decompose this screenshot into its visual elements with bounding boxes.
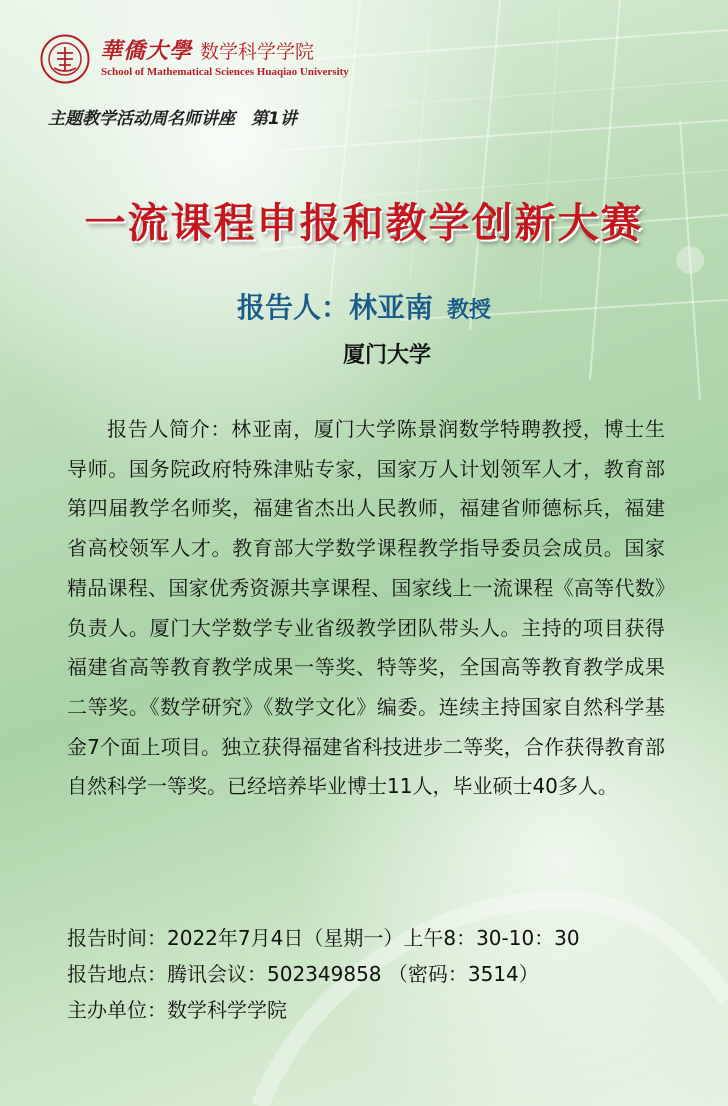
speaker-rank: 教授 xyxy=(447,298,492,323)
place-label: 报告地点： xyxy=(67,962,167,986)
university-seal-icon xyxy=(40,34,90,84)
speaker-bio: 报告人简介：林亚南，厦门大学陈景润数学特聘教授，博士生导师。国务院政府特殊津贴专家，国家万人计划领军人才，教育部第四届教学名师奖，福建省杰出人民教师，福建省师德标兵，福建省高校领军人才。教育部大学数学课程教学指导委员会成员。国家精品课程、国家优秀资源共享课程、国家线上一流课程《高等代数》负责人。厦门大学数学专业省级教学团队带头人。主持的项目获得福建省高等教育教学成果一等奖、特等奖，全国高等教育教学成果二等奖。《数学研究》《数学文化》编委。连续主持国家自然科学基金7个面上项目。独立获得福建省科技进步二等奖，合作获得教育部自然科学一等奖。已经培养毕业博士11人，毕业硕士40多人。 xyxy=(67,417,665,799)
speaker-line xyxy=(0,286,728,326)
school-name-en: School of Mathematical Sciences Huaqiao University xyxy=(101,66,349,78)
school-name-cn: 数学科学学院 xyxy=(200,41,315,63)
lecture-series xyxy=(48,104,297,129)
host-value: 数学科学学院 xyxy=(167,998,287,1022)
speaker-name: 林亚南 xyxy=(348,291,433,324)
page-title: 一流课程申报和教学创新大赛 xyxy=(84,199,644,247)
time-label: 报告时间： xyxy=(67,926,167,950)
speaker-label: 报告人： xyxy=(236,291,349,324)
speaker-affiliation: 厦门大学 xyxy=(343,343,432,368)
lecture-time xyxy=(67,922,707,951)
time-value: 2022年7月4日（星期一）上午8：30-10：30 xyxy=(167,926,580,950)
place-value: 腾讯会议：502349858 （密码：3514） xyxy=(167,962,539,986)
university-name: 華僑大學 xyxy=(100,38,193,64)
host-label: 主办单位： xyxy=(67,998,167,1022)
lecture-number: 第1讲 xyxy=(251,109,297,129)
lecture-location xyxy=(67,958,707,987)
series-title: 主题教学活动周名师讲座 xyxy=(48,109,235,129)
lecture-host xyxy=(67,994,707,1023)
